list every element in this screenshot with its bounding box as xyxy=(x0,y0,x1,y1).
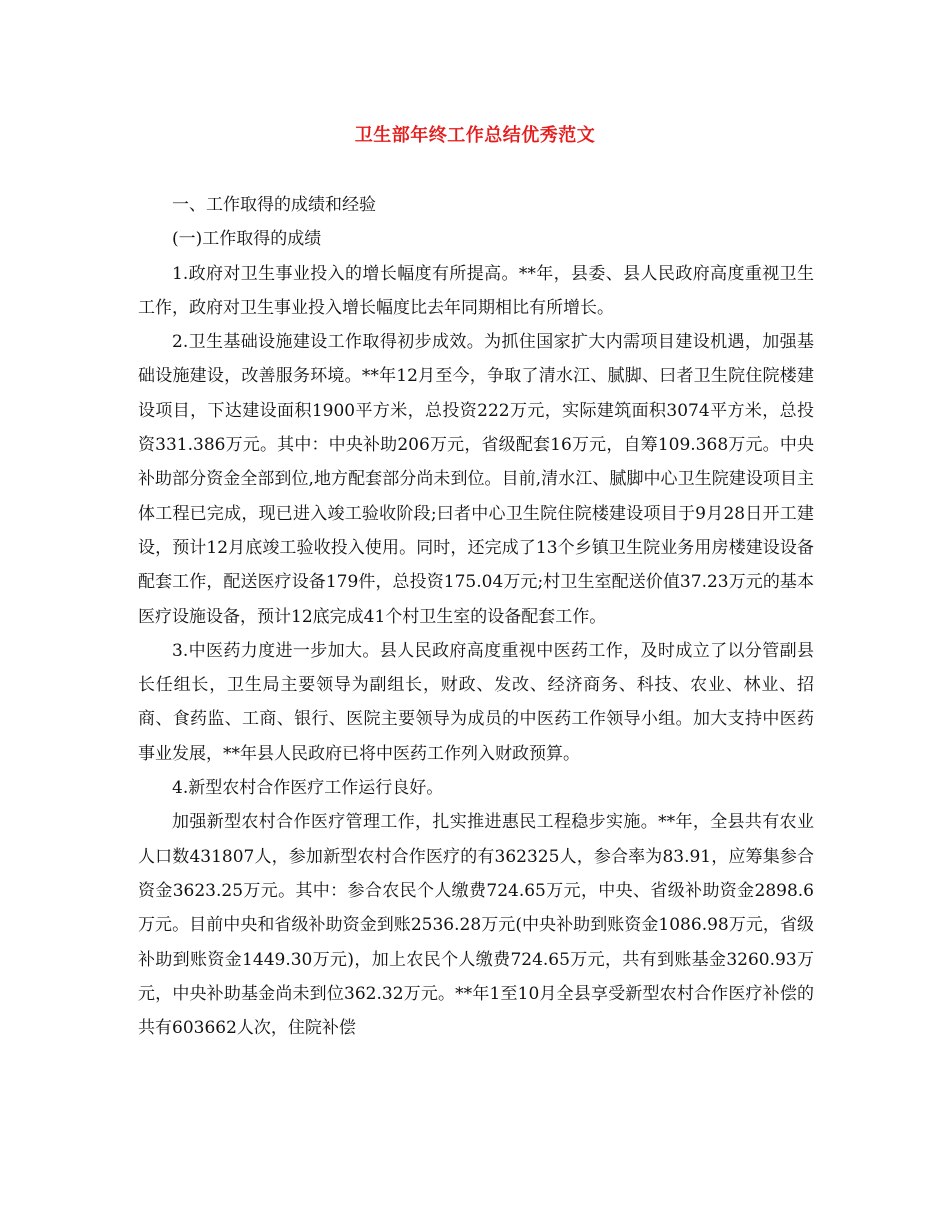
paragraph: 1.政府对卫生事业投入的增长幅度有所提高。**年，县委、县人民政府高度重视卫生工作，政府对卫生事业投入增长幅度比去年同期相比有所增长。 xyxy=(138,263,814,318)
paragraph: 2.卫生基础设施建设工作取得初步成效。为抓住国家扩大内需项目建设机遇，加强基础设施建设，改善服务环境。**年12月至今，争取了清水江、腻脚、曰者卫生院住院楼建设项目，下达建设面积1900平方米，总投资222万元，实际建筑面积3074平方米，总投资331.386万元。其中：中央补助206万元，省级配套16万元，自筹109.368万元。中央补助部分资金全部到位,地方配套部分尚未到位。目前,清水江、腻脚中心卫生院建设项目主体工程已完成，现已进入竣工验收阶段;曰者中心卫生院住院楼建设项目于9月28日开工建设，预计12月底竣工验收投入使用。同时，还完成了13个乡镇卫生院业务用房楼建设设备配套工作，配送医疗设备179件，总投资175.04万元;村卫生室配送价值37.23万元的基本医疗设施设备，预计12底完成41个村卫生室的设备配套工作。 xyxy=(138,332,814,627)
paragraph: 3.中医药力度进一步加大。县人民政府高度重视中医药工作，及时成立了以分管副县长任组长，卫生局主要领导为副组长，财政、发改、经济商务、科技、农业、林业、招商、食药监、工商、银行、医院主要领导为成员的中医药工作领导小组。加大支持中医药事业发展，**年县人民政府已将中医药工作列入财政预算。 xyxy=(138,640,814,764)
paragraph: 加强新型农村合作医疗管理工作，扎实推进惠民工程稳步实施。**年，全县共有农业人口数431807人，参加新型农村合作医疗的有362325人，参合率为83.91，应筹集参合资金3623.25万元。其中：参合农民个人缴费724.65万元，中央、省级补助资金2898.6万元。目前中央和省级补助资金到账2536.28万元(中央补助到账资金1086.98万元，省级补助到账资金1449.30万元)，加上农民个人缴费724.65万元，共有到账基金3260.93万元，中央补助基金尚未到位362.32万元。**年1至10月全县享受新型农村合作医疗补偿的共有603662人次，住院补偿 xyxy=(138,812,814,1039)
section-heading: 一、工作取得的成绩和经验 xyxy=(172,195,376,215)
document-title: 卫生部年终工作总结优秀范文 xyxy=(354,125,596,146)
document-body xyxy=(138,188,814,1045)
paragraph: 4.新型农村合作医疗工作运行良好。 xyxy=(172,778,444,799)
subsection-heading: (一)工作取得的成绩 xyxy=(172,229,322,250)
